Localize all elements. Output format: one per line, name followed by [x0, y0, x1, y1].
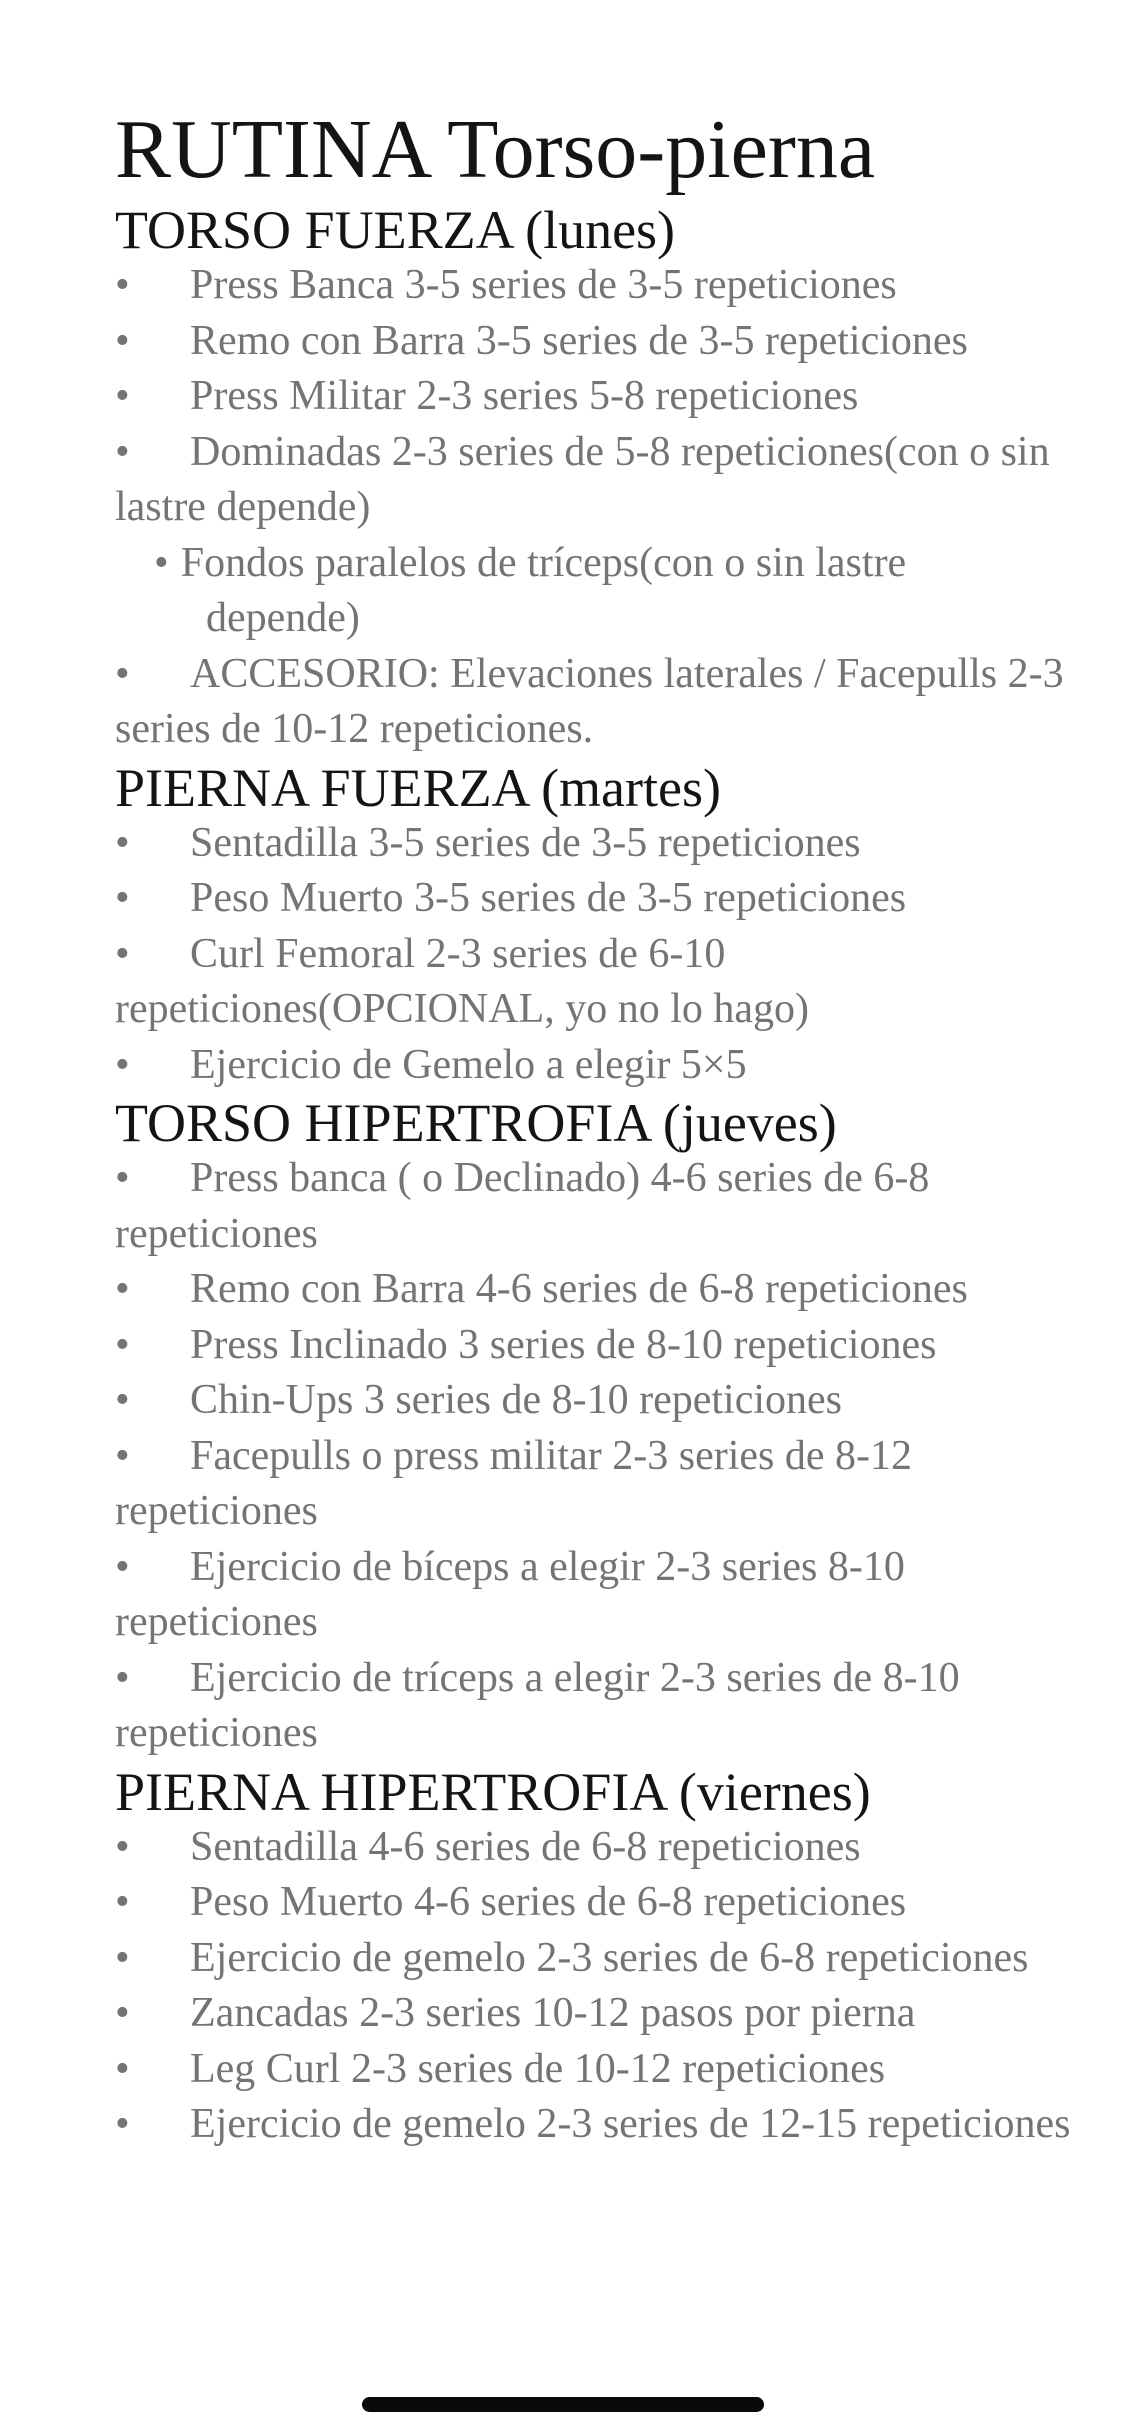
bullet: •	[115, 1321, 130, 1368]
list-item: • Ejercicio de bíceps a elegir 2-3 series 8-10 repeticiones	[115, 1540, 1075, 1651]
list-item: • Peso Muerto 4-6 series de 6-8 repeticiones	[115, 1875, 1075, 1931]
list-item: • Ejercicio de Gemelo a elegir 5×5	[115, 1038, 1075, 1094]
list-item: • Press Banca 3-5 series de 3-5 repeticiones	[115, 258, 1075, 314]
bullet: •	[115, 317, 130, 364]
bullet: •	[115, 373, 130, 419]
bullet: •	[115, 1543, 130, 1590]
list-item: • Curl Femoral 2-3 series de 6-10 repeticiones(OPCIONAL, yo no lo hago)	[115, 927, 1075, 1038]
bullet: •	[115, 1654, 130, 1701]
list-item: • Remo con Barra 4-6 series de 6-8 repeticiones	[115, 1262, 1075, 1318]
bullet: •	[115, 819, 130, 866]
section-heading-pierna-hipertrofia: PIERNA HIPERTROFIA (viernes)	[115, 1761, 871, 1822]
list-item: • Ejercicio de gemelo 2-3 series de 6-8 repeticiones	[115, 1931, 1075, 1987]
exercise-list-pierna-fuerza	[115, 816, 1075, 1094]
exercise-list-torso-hipertrofia	[115, 1151, 1075, 1762]
document-title: RUTINA Torso-pierna	[115, 103, 876, 196]
bullet: •	[115, 650, 130, 697]
bullet: •	[115, 1041, 130, 1088]
home-indicator[interactable]	[362, 2397, 764, 2412]
list-item: • Zancadas 2-3 series 10-12 pasos por pierna	[115, 1986, 1075, 2042]
list-item: • Dominadas 2-3 series de 5-8 repeticiones(con o sin lastre depende)	[115, 425, 1075, 536]
bullet: •	[115, 1823, 130, 1870]
section-heading-torso-hipertrofia: TORSO HIPERTROFIA (jueves)	[115, 1093, 837, 1153]
bullet: •	[115, 1432, 130, 1479]
list-item-continuation: depende)	[206, 595, 360, 641]
list-item: • Leg Curl 2-3 series de 10-12 repeticiones	[115, 2042, 1075, 2098]
list-item: • Press Inclinado 3 series de 8-10 repeticiones	[115, 1318, 1075, 1374]
list-item: • Ejercicio de tríceps a elegir 2-3 series de 8-10 repeticiones	[115, 1651, 1075, 1762]
bullet: •	[115, 1879, 130, 1925]
bullet: •	[115, 1266, 130, 1312]
list-item: • Chin-Ups 3 series de 8-10 repeticiones	[115, 1373, 1075, 1429]
list-item: • Sentadilla 3-5 series de 3-5 repeticiones	[115, 816, 1075, 872]
bullet: •	[115, 1934, 130, 1981]
bullet: •	[115, 428, 130, 475]
exercise-list-torso-fuerza	[115, 258, 1075, 758]
list-item: • Sentadilla 4-6 series de 6-8 repeticiones	[115, 1820, 1075, 1876]
list-item: • ACCESORIO: Elevaciones laterales / Facepulls 2-3 series de 10-12 repeticiones.	[115, 647, 1075, 758]
list-item: • Ejercicio de gemelo 2-3 series de 12-15 repeticiones	[115, 2097, 1075, 2153]
bullet: •	[115, 1155, 130, 1201]
list-item: • Facepulls o press militar 2-3 series de 8-12 repeticiones	[115, 1429, 1075, 1540]
section-heading-torso-fuerza: TORSO FUERZA (lunes)	[115, 200, 676, 260]
section-heading-pierna-fuerza: PIERNA FUERZA (martes)	[115, 757, 721, 818]
list-item: • Remo con Barra 3-5 series de 3-5 repeticiones	[115, 314, 1075, 370]
document-page	[115, 100, 1075, 2153]
exercise-list-pierna-hipertrofia	[115, 1820, 1075, 2153]
bullet: •	[115, 2101, 130, 2147]
list-item: • Press banca ( o Declinado) 4-6 series de 6-8 repeticiones	[115, 1151, 1075, 1262]
bullet: •	[115, 930, 130, 977]
bullet: •	[115, 875, 130, 921]
bullet: •	[115, 2045, 130, 2092]
bullet: •	[115, 1990, 130, 2036]
list-item-indented: • Fondos paralelos de tríceps(con o sin lastre depende)	[115, 536, 1075, 647]
list-item: • Press Militar 2-3 series 5-8 repeticiones	[115, 369, 1075, 425]
bullet: •	[115, 262, 130, 308]
bullet: •	[115, 1377, 130, 1423]
bullet: •	[154, 539, 169, 586]
list-item: • Peso Muerto 3-5 series de 3-5 repeticiones	[115, 871, 1075, 927]
